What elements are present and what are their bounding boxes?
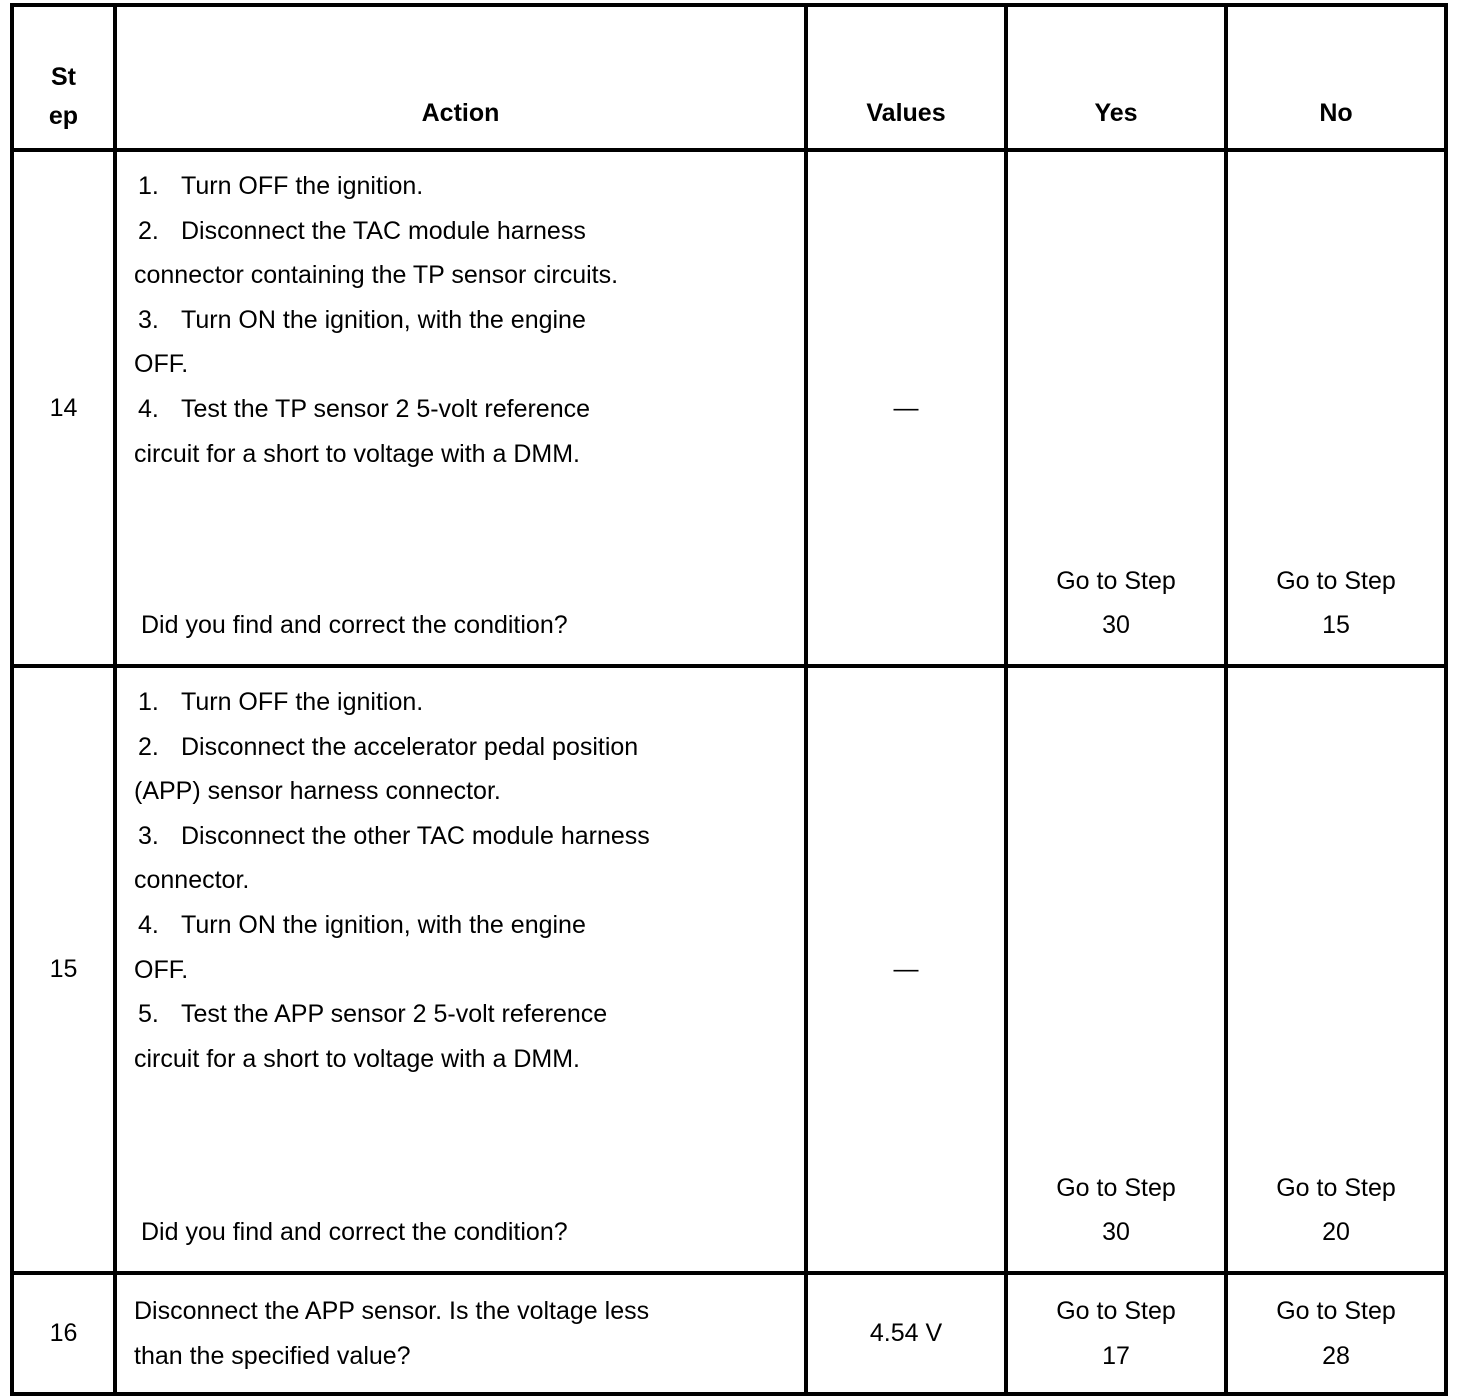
action-item: 4. Test the TP sensor 2 5-volt reference: [138, 394, 591, 423]
col-header-step: [12, 5, 115, 150]
header-row: [12, 5, 1446, 150]
action-cell: Disconnect the APP sensor. Is the voltage less than the specified value?: [115, 1273, 806, 1394]
action-item: 5. Test the APP sensor 2 5-volt reference: [138, 1000, 608, 1029]
col-header-yes: Yes: [1006, 5, 1226, 150]
table-row: [12, 666, 1446, 1273]
step-number: 15: [12, 666, 115, 1273]
value-cell: —: [806, 666, 1006, 1273]
action-item: 4. Turn ON the ignition, with the engine: [138, 910, 586, 939]
step-number: 14: [12, 150, 115, 666]
action-question: Did you find and correct the condition?: [141, 1218, 568, 1247]
action-item-continuation: connector containing the TP sensor circuits.: [134, 261, 619, 290]
action-item-continuation: OFF.: [134, 350, 189, 379]
col-header-action: Action: [115, 5, 806, 150]
action-item-continuation: OFF.: [134, 955, 189, 984]
no-cell: Go to Step 28: [1226, 1273, 1446, 1394]
action-item-continuation: circuit for a short to voltage with a DMM.: [134, 1044, 580, 1073]
step-number: 16: [12, 1273, 115, 1394]
col-header-no: No: [1226, 5, 1446, 150]
yes-cell: Go to Step 30: [1006, 150, 1226, 666]
table-row: [12, 150, 1446, 666]
value-cell: 4.54 V: [806, 1273, 1006, 1394]
step-header-line2: ep: [48, 102, 79, 130]
action-cell: [115, 150, 806, 666]
value-cell: —: [806, 150, 1006, 666]
action-item: 1. Turn OFF the ignition.: [138, 688, 424, 716]
action-item: 3. Disconnect the other TAC module harness: [138, 821, 650, 850]
diagnostic-table: [10, 3, 1448, 1396]
action-item: 1. Turn OFF the ignition.: [138, 172, 424, 200]
action-question: Did you find and correct the condition?: [141, 611, 568, 640]
action-item: 2. Disconnect the accelerator pedal position: [138, 732, 639, 761]
step-header-line1: St: [51, 63, 76, 91]
action-item: 2. Disconnect the TAC module harness: [138, 216, 586, 245]
action-item-continuation: (APP) sensor harness connector.: [134, 777, 501, 806]
no-cell: Go to Step 20: [1226, 666, 1446, 1273]
no-cell: Go to Step 15: [1226, 150, 1446, 666]
table-row: [12, 1273, 1446, 1394]
action-item-continuation: connector.: [134, 866, 250, 895]
action-cell: [115, 666, 806, 1273]
yes-cell: Go to Step 30: [1006, 666, 1226, 1273]
action-item-continuation: circuit for a short to voltage with a DMM.: [134, 439, 580, 468]
col-header-values: Values: [806, 5, 1006, 150]
yes-cell: Go to Step 17: [1006, 1273, 1226, 1394]
action-item: 3. Turn ON the ignition, with the engine: [138, 305, 586, 334]
